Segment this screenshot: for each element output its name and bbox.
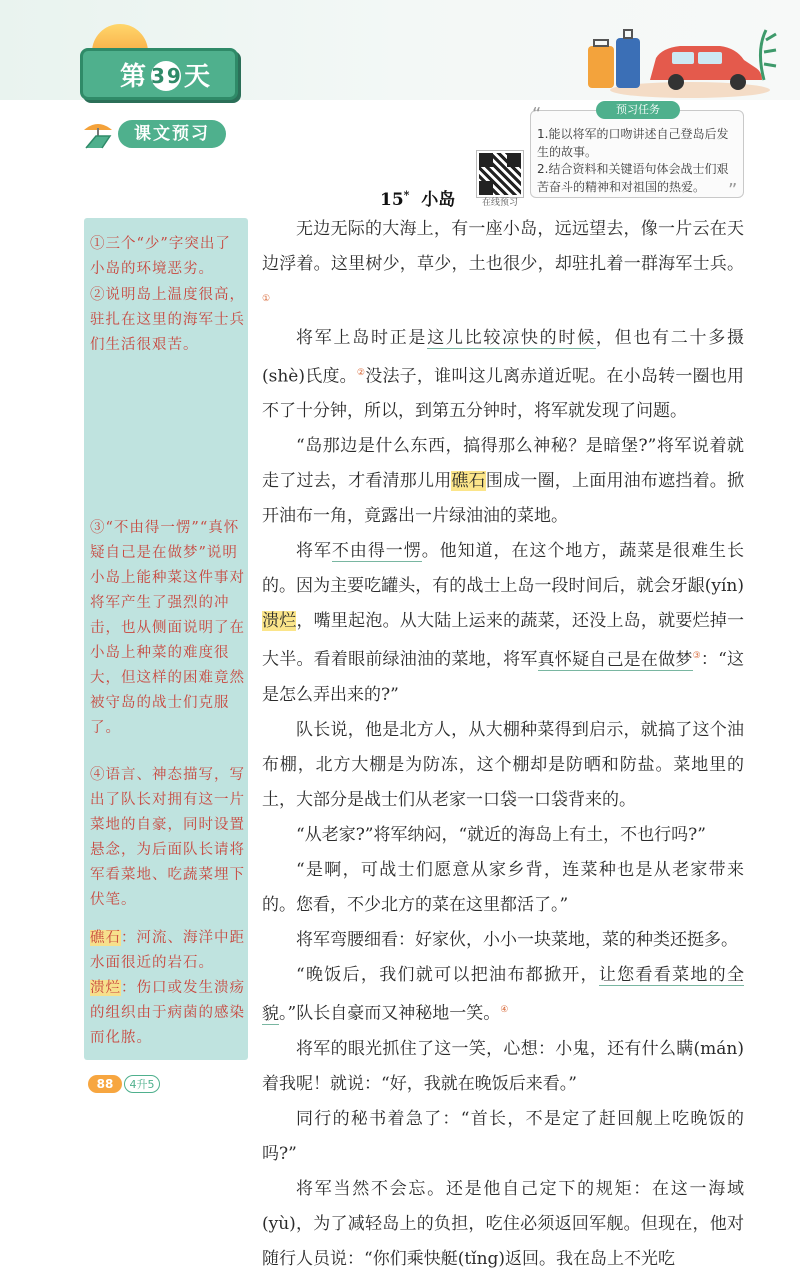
day-number: 39 <box>151 61 181 91</box>
highlight-term: 溃烂 <box>262 611 297 632</box>
qr-label: 在线预习 <box>481 198 518 208</box>
open-quote: “ <box>532 104 542 125</box>
gloss-def-1: ：河流、海洋中距水面很近的岩石。 <box>90 930 245 971</box>
lesson-title <box>380 185 455 210</box>
lesson-number: 15 <box>380 190 404 210</box>
section-tab: 课文预习 <box>118 120 226 148</box>
lesson-mark: * <box>403 188 410 202</box>
note-1 <box>90 232 245 282</box>
note-2-text: ②说明岛上温度很高，驻扎在这里的海军士兵们生活很艰苦。 <box>90 287 245 353</box>
paragraph-2: 将军上岛时正是这儿比较凉快的时候，但也有二十多摄(shè)氏度。②没法子，谁叫这儿离赤道近呢。在小岛转一圈也用不了十分钟，所以，到第五分钟时，将军就发现了问题。 <box>262 327 745 422</box>
note-3-text: ③“不由得一愣”“真怀疑自己是在做梦”说明小岛上能种菜这件事对将军产生了强烈的冲击，也从侧面说明了在小岛上种菜的难度很大，但这样的困难竟然被守岛的战士们克服了。 <box>90 520 245 736</box>
gloss-def-2: ：伤口或发生溃疡的组织由于病菌的感染而化脓。 <box>90 980 245 1046</box>
note-3 <box>90 516 245 741</box>
day-title <box>120 56 212 93</box>
paragraph-7: “是啊，可战士们愿意从家乡背，连菜种也是从老家带来的。您看，不少北方的菜在这里都活了。” <box>262 859 744 915</box>
car-luggage-illustration <box>580 10 780 102</box>
highlight-term: 礁石 <box>451 471 486 492</box>
paragraph-5: 队长说，他是北方人，从大棚种菜得到启示，就搞了这个油布棚，北方大棚是为防冻，这个棚却是防晒和防盐。菜地里的土，大部分是战士们从老家一口袋一口袋背来的。 <box>262 719 744 810</box>
footnote-marker: ① <box>262 294 271 304</box>
day-suffix: 天 <box>184 62 213 92</box>
paragraph-3: “岛那边是什么东西，搞得那么神秘？是暗堡?”将军说着就走了过去，才看清那儿用礁石围成一圈，上面用油布遮挡着。掀开油布一角，竟露出一片绿油油的菜地。 <box>262 436 745 527</box>
note-2 <box>90 283 245 358</box>
footnote-marker: ③ <box>692 651 701 662</box>
task-title: 预习任务 <box>596 101 680 119</box>
task-list <box>537 126 737 196</box>
task-item-1: 1.能以将军的口吻讲述自己登岛后发生的故事。 <box>537 127 729 159</box>
gloss-2 <box>90 976 245 1051</box>
day-prefix: 第 <box>120 62 149 92</box>
paragraph-10: 将军的眼光抓住了这一笑，心想：小鬼，还有什么瞒(mán)着我呢！就说：“好，我就在晚饭后来看。” <box>262 1038 744 1094</box>
note-1-text: ①三个“少”字突出了小岛的环境恶劣。 <box>90 236 231 277</box>
paragraph-8: 将军弯腰细看：好家伙，小小一块菜地，菜的种类还挺多。 <box>296 929 738 950</box>
gloss-term-1: 礁石 <box>90 930 121 946</box>
close-quote: ” <box>728 180 738 201</box>
note-4-text: ④语言、神态描写，写出了队长对拥有这一片菜地的自豪，同时设置悬念，为后面队长请将军看菜地、吃蔬菜埋下伏笔。 <box>90 767 245 908</box>
lesson-name: 小岛 <box>421 190 456 210</box>
page-number: 88 <box>88 1075 122 1093</box>
footnote-marker: ④ <box>500 1004 509 1015</box>
paragraph-12: 将军当然不会忘。还是他自己定下的规矩：在这一海域(yù)，为了减轻岛上的负担，吃住必须返回军舰。但现在，他对随行人员说：“你们乘快艇(tǐng)返回。我在岛上不光吃 <box>262 1178 744 1269</box>
note-4 <box>90 763 245 913</box>
paragraph-9: “晚饭后，我们就可以把油布都掀开，让您看看菜地的全貌。”队长自豪而又神秘地一笑。④ <box>262 964 744 1024</box>
gloss-term-2: 溃烂 <box>90 980 121 996</box>
paragraph-4: 将军不由得一愣。他知道，在这个地方，蔬菜是很难生长的。因为主要吃罐头，有的战士上岛一段时间后，就会牙龈(yín)溃烂，嘴里起泡。从大陆上运来的蔬菜，还没上岛，就要烂掉一大半。看着眼前绿油油的菜地，将军真怀疑自己是在做梦③：“这是怎么弄出来的?” <box>262 541 745 705</box>
footnote-marker: ② <box>356 367 366 378</box>
task-item-2: 2.结合资料和关键语句体会战士们艰苦奋斗的精神和对祖国的热爱。 <box>537 162 729 194</box>
lesson-body <box>262 212 744 1277</box>
gloss-1 <box>90 926 245 976</box>
paragraph-1: 无边无际的大海上，有一座小岛，远远望去，像一片云在天边浮着。这里树少，草少，土也很少，却驻扎着一群海军士兵。① <box>262 219 745 304</box>
paragraph-6: “从老家?”将军纳闷，“就近的海岛上有土，不也行吗?” <box>296 824 706 845</box>
qr-code[interactable] <box>477 151 523 197</box>
paragraph-11: 同行的秘书着急了：“首长，不是定了赶回舰上吃晚饭的吗?” <box>262 1108 744 1164</box>
grade-tag: 4升5 <box>124 1075 160 1093</box>
